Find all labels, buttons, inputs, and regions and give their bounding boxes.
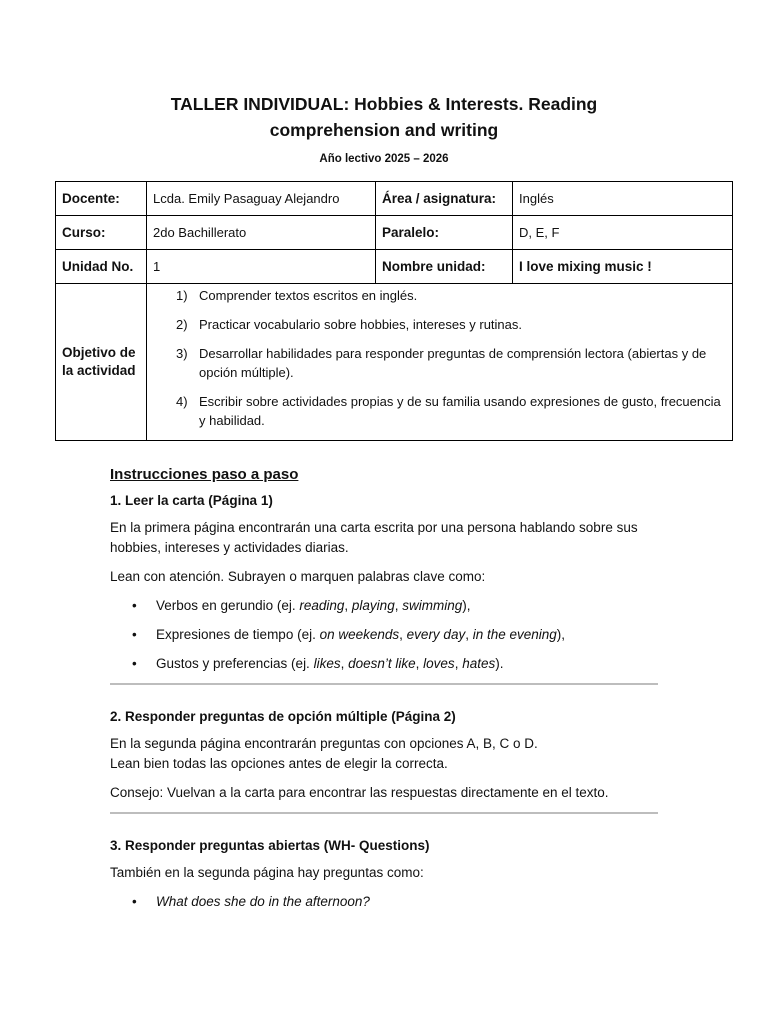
item-text: Expresiones de tiempo (ej. — [156, 627, 320, 642]
objectives-list — [153, 286, 726, 430]
document-title — [110, 91, 658, 143]
docente-value: Lcda. Emily Pasaguay Alejandro — [147, 182, 376, 216]
objective-number: 3) — [176, 346, 188, 361]
separator: , — [415, 656, 424, 671]
bullet-icon: • — [132, 894, 137, 909]
item-text: Verbos en gerundio (ej. — [156, 598, 300, 613]
objetivo-label: Objetivo de la actividad — [56, 284, 147, 441]
step-1-paragraph-1: En la primera página encontrarán una carta escrita por una persona hablando sobre sus hobbies, intereses y actividades diarias. — [110, 520, 638, 555]
curso-value: 2do Bachillerato — [147, 216, 376, 250]
unidad-value: 1 — [147, 250, 376, 284]
section-divider — [110, 812, 658, 814]
objective-text: Comprender textos escritos en inglés. — [199, 288, 418, 303]
info-table — [55, 181, 733, 441]
step-1-title: 1. Leer la carta (Página 1) — [110, 493, 273, 508]
nombre-unidad-label: Nombre unidad: — [376, 250, 513, 284]
info-row-objetivo — [56, 284, 733, 441]
step-2-tip: Consejo: Vuelvan a la carta para encontrar las respuestas directamente en el texto. — [110, 785, 609, 800]
objetivo-cell — [147, 284, 733, 441]
example-word: in the evening — [472, 627, 557, 642]
example-word: likes — [313, 656, 341, 671]
example-word: loves — [423, 656, 455, 671]
area-value: Inglés — [513, 182, 733, 216]
example-question: What does she do in the afternoon? — [156, 894, 370, 909]
example-word: every day — [406, 627, 466, 642]
objective-text: Escribir sobre actividades propias y de su familia usando expresiones de gusto, frecuencia y habilidad. — [199, 394, 721, 428]
separator: , — [394, 598, 403, 613]
objective-number: 4) — [176, 394, 188, 409]
example-word: hates — [462, 656, 496, 671]
item-text-end: ). — [495, 656, 504, 671]
title-line-1: TALLER INDIVIDUAL: Hobbies & Interests. Reading — [170, 94, 598, 114]
instructions-heading: Instrucciones paso a paso — [110, 466, 299, 483]
separator: , — [344, 598, 352, 613]
paralelo-value: D, E, F — [513, 216, 733, 250]
separator: , — [340, 656, 349, 671]
objective-text: Desarrollar habilidades para responder preguntas de comprensión lectora (abiertas y de opción múltiple). — [199, 346, 707, 380]
bullet-icon: • — [132, 598, 137, 613]
example-word: doesn’t like — [348, 656, 416, 671]
step-3-title: 3. Responder preguntas abiertas (WH- Questions) — [110, 838, 430, 853]
objective-text: Practicar vocabulario sobre hobbies, intereses y rutinas. — [199, 317, 522, 332]
example-word: swimming — [402, 598, 463, 613]
objective-item — [153, 315, 726, 334]
list-item — [110, 596, 658, 616]
separator: , — [399, 627, 407, 642]
step-2-line-a: En la segunda página encontrarán preguntas con opciones A, B, C o D. — [110, 736, 538, 751]
info-row-docente — [56, 182, 733, 216]
bullet-icon: • — [132, 627, 137, 642]
list-item — [110, 892, 658, 912]
objective-item — [153, 392, 726, 430]
separator: , — [454, 656, 463, 671]
objective-item — [153, 344, 726, 382]
step-2-title: 2. Responder preguntas de opción múltiple (Página 2) — [110, 709, 456, 724]
example-word: reading — [299, 598, 345, 613]
docente-label: Docente: — [56, 182, 147, 216]
step-3-paragraph-1: También en la segunda página hay preguntas como: — [110, 865, 424, 880]
item-text-end: ), — [556, 627, 566, 642]
step-2-line-b: Lean bien todas las opciones antes de elegir la correcta. — [110, 756, 448, 771]
nombre-unidad-value: I love mixing music ! — [513, 250, 733, 284]
keyword-list — [110, 596, 658, 674]
objective-item — [153, 286, 726, 305]
question-list — [110, 892, 658, 912]
area-label: Área / asignatura: — [376, 182, 513, 216]
info-row-unidad — [56, 250, 733, 284]
list-item — [110, 654, 658, 674]
curso-label: Curso: — [56, 216, 147, 250]
separator: , — [465, 627, 473, 642]
objective-number: 2) — [176, 317, 188, 332]
step-1-paragraph-2: Lean con atención. Subrayen o marquen palabras clave como: — [110, 569, 486, 584]
title-line-2: comprehension and writing — [269, 120, 499, 140]
school-year: Año lectivo 2025 – 2026 — [319, 153, 449, 165]
bullet-icon: • — [132, 656, 137, 671]
section-divider — [110, 683, 658, 685]
paralelo-label: Paralelo: — [376, 216, 513, 250]
instructions-section — [110, 466, 658, 921]
info-row-curso — [56, 216, 733, 250]
unidad-label: Unidad No. — [56, 250, 147, 284]
objective-number: 1) — [176, 288, 188, 303]
example-word: on weekends — [319, 627, 400, 642]
item-text: Gustos y preferencias (ej. — [156, 656, 314, 671]
step-2-paragraph-1 — [110, 734, 658, 774]
list-item — [110, 625, 658, 645]
example-word: playing — [351, 598, 395, 613]
item-text-end: ), — [462, 598, 471, 613]
